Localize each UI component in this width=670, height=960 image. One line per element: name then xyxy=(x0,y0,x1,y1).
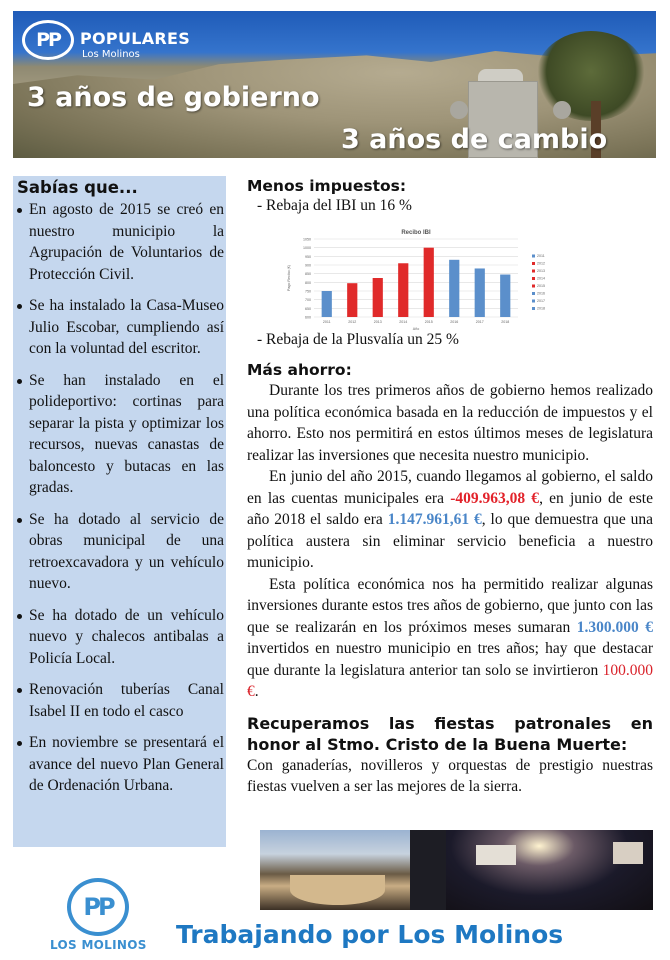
ibi-chart xyxy=(282,225,578,335)
paragraph-balance xyxy=(247,466,653,574)
legend-label: 2013 xyxy=(537,269,545,273)
fact-item xyxy=(17,509,224,595)
bar-2017 xyxy=(475,268,485,317)
facts-list xyxy=(17,199,224,797)
y-tick-label: 1050 xyxy=(303,237,311,242)
festivals-text: Con ganaderías, novilleros y orquestas de prestigio nuestras fiestas vuelven a ser las mejores de la sierra. xyxy=(247,756,653,795)
legend-label: 2011 xyxy=(537,254,545,258)
bar-2016 xyxy=(449,260,459,317)
text: En junio del año 2015, cuando llegamos al gobierno, el saldo en las cuentas municipales era xyxy=(247,468,653,507)
chart-title: Recibo IBI xyxy=(401,230,431,236)
bar-2014 xyxy=(398,263,408,317)
bullet-icon xyxy=(17,304,22,309)
bullet-icon xyxy=(17,379,22,384)
previous-investment: 100.000 € xyxy=(247,661,653,700)
y-tick-label: 900 xyxy=(305,263,311,268)
legend-swatch xyxy=(532,285,535,288)
night-party-photo xyxy=(446,830,653,910)
text: . xyxy=(254,683,259,700)
y-tick-label: 850 xyxy=(305,272,311,277)
fact-item xyxy=(17,199,224,285)
y-tick-label: 650 xyxy=(305,306,311,311)
y-tick-label: 700 xyxy=(305,298,311,303)
pp-logo-icon xyxy=(22,20,74,60)
fact-text: Se ha instalado la Casa-Museo Julio Escobar, cumpliendo así con la voluntad del escritor. xyxy=(29,297,224,357)
y-tick-label: 750 xyxy=(305,289,311,294)
fact-item xyxy=(17,295,224,360)
bar-2015 xyxy=(424,248,434,317)
fact-text: Se ha dotado al servicio de obras municipal de una retroexcavadora y un vehículo nuevo. xyxy=(29,510,224,592)
festivals-title-line2: honor al Stmo. Cristo de la Buena Muerte: xyxy=(247,734,628,754)
bullet-icon xyxy=(17,614,22,619)
legend-swatch xyxy=(532,255,535,258)
festivals-title-line1: Recuperamos las fiestas patronales en xyxy=(247,713,653,733)
bar-2018 xyxy=(500,275,510,317)
fact-text: En agosto de 2015 se creó en nuestro municipio la Agrupación de Voluntarios de Protección Civil. xyxy=(29,201,224,283)
legend-swatch xyxy=(532,277,535,280)
headline-line-1: 3 años de gobierno xyxy=(27,82,320,113)
x-tick-label: 2016 xyxy=(450,320,459,324)
legend-swatch xyxy=(532,270,535,273)
bullet-icon xyxy=(17,208,22,213)
taxes-title: Menos impuestos: xyxy=(247,177,407,195)
legend-label: 2017 xyxy=(537,299,545,303)
savings-title: Más ahorro: xyxy=(247,361,352,379)
stone-ball xyxy=(450,101,468,119)
brand-name: POPULARES xyxy=(80,29,191,48)
slogan: Trabajando por Los Molinos xyxy=(176,920,564,949)
logo-text: PP xyxy=(36,29,60,51)
negative-balance: -409.963,08 € xyxy=(450,489,540,507)
legend-label: 2015 xyxy=(537,284,545,288)
paragraph-savings: Durante los tres primeros años de gobierno hemos realizado una política económica basada en la reducción de impuestos y el ahorro. Esto nos permitirá en estos últimos meses de legislatura realizar las inversiones que necesita nuestro municipio. xyxy=(247,382,653,464)
legend-swatch xyxy=(532,307,535,310)
x-axis-label: Año xyxy=(412,327,420,331)
legend-swatch xyxy=(532,292,535,295)
legend-label: 2012 xyxy=(537,261,545,266)
bullet-icon xyxy=(17,741,22,746)
logo-caption: LOS MOLINOS xyxy=(50,938,147,952)
bar-2013 xyxy=(373,278,383,317)
bar-2011 xyxy=(322,291,332,317)
fact-item xyxy=(17,732,224,797)
stone-ball xyxy=(553,101,571,119)
x-tick-label: 2012 xyxy=(348,320,357,324)
sidebar-facts xyxy=(13,176,226,847)
y-tick-label: 800 xyxy=(305,280,311,285)
x-tick-label: 2011 xyxy=(322,320,331,324)
legend-label: 2014 xyxy=(537,276,545,281)
legend-swatch xyxy=(532,300,535,303)
x-tick-label: 2013 xyxy=(373,320,382,324)
legend-label: 2018 xyxy=(537,306,545,311)
tax-item-plusvalia: - Rebaja de la Plusvalía un 25 % xyxy=(257,331,459,348)
fact-text: Se ha dotado de un vehículo nuevo y chalecos antibalas a Policía Local. xyxy=(29,606,224,667)
paragraph-investments xyxy=(247,574,653,703)
fact-item xyxy=(17,605,224,670)
text: invertidos en nuestro municipio en tres años; hay que destacar que durante la legislatura anterior tan solo se invirtieron xyxy=(247,640,653,679)
festival-photo xyxy=(260,830,653,910)
bullet-icon xyxy=(17,688,22,693)
fact-text: Renovación tuberías Canal Isabel II en todo el casco xyxy=(29,681,224,720)
brand-subtitle: Los Molinos xyxy=(82,49,140,60)
x-tick-label: 2014 xyxy=(399,320,408,324)
y-tick-label: 950 xyxy=(305,254,311,259)
bullet-icon xyxy=(17,518,22,523)
y-tick-label: 1000 xyxy=(303,246,311,251)
fact-item xyxy=(17,370,224,499)
bullring-photo xyxy=(260,830,410,910)
logo-text: PP xyxy=(83,893,113,921)
x-tick-label: 2017 xyxy=(475,320,484,324)
fact-item xyxy=(17,679,224,722)
headline-line-2: 3 años de cambio xyxy=(341,124,608,155)
text: Esta política económica nos ha permitido realizar algunas inversiones durante estos tres años de gobierno, que junto con las que se realizarán en los próximos meses sumaran xyxy=(247,575,653,636)
tax-item-ibi: - Rebaja del IBI un 16 % xyxy=(257,197,412,214)
ibi-chart-svg xyxy=(282,225,578,335)
positive-balance: 1.147.961,61 € xyxy=(387,511,482,528)
x-tick-label: 2015 xyxy=(424,320,433,324)
text: , en junio de este año 2018 el saldo era xyxy=(247,489,653,528)
x-tick-label: 2018 xyxy=(501,320,510,324)
photo-divider xyxy=(410,830,446,910)
y-axis-label: Pago Recibo (€) xyxy=(287,265,291,291)
investment-amount: 1.300.000 € xyxy=(576,618,653,636)
fact-text: En noviembre se presentará el avance del nuevo Plan General de Ordenación Urbana. xyxy=(29,734,224,794)
bar-2012 xyxy=(347,283,357,317)
fact-text: Se han instalado en el polideportivo: cortinas para separar la pista y optimizar los recursos, nuevas canastas de baloncesto y butacas en las gradas. xyxy=(29,371,224,496)
pp-logo-icon xyxy=(67,878,129,936)
sidebar-title: Sabías que... xyxy=(17,178,138,197)
text: , lo que demuestra que una política austera sin eliminar servicio beneficia a nuestro municipio. xyxy=(247,511,653,571)
legend-swatch xyxy=(532,262,535,265)
legend-label: 2016 xyxy=(537,291,545,296)
y-tick-label: 600 xyxy=(305,315,311,320)
